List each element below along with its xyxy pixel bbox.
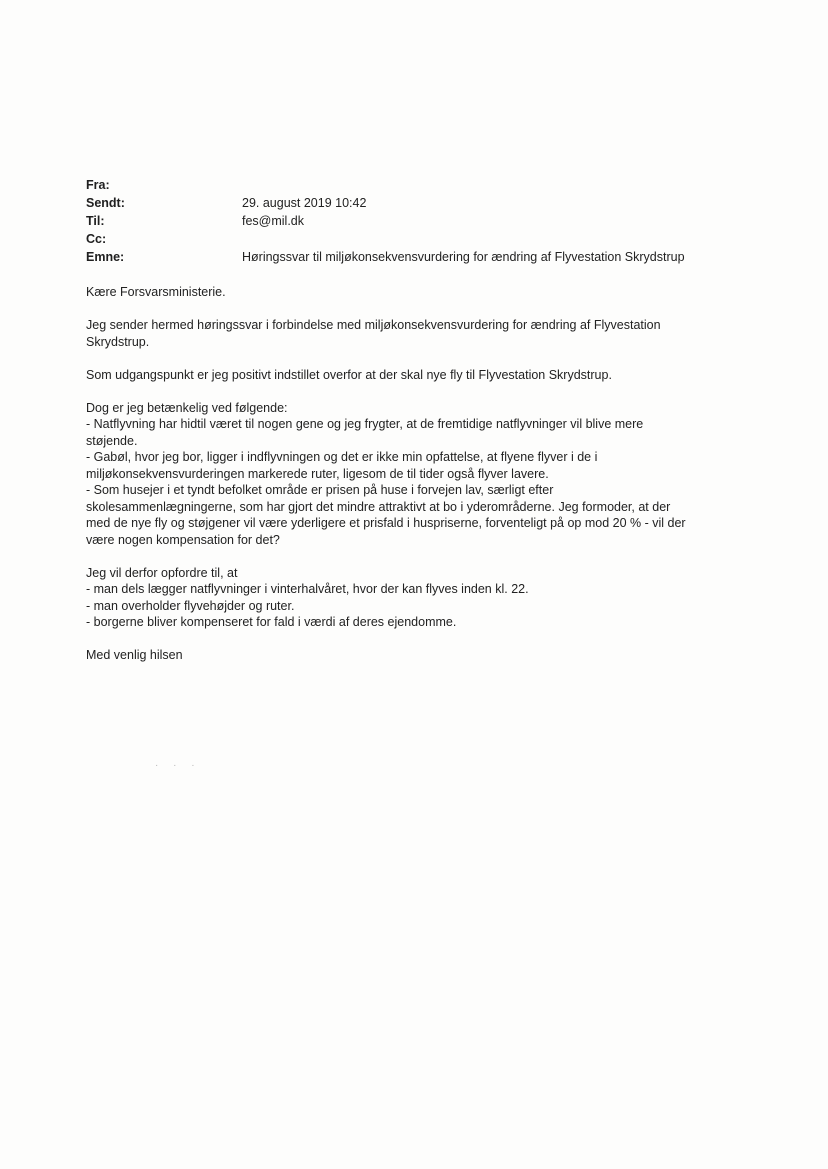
sent-label: Sendt: [86, 196, 125, 210]
concerns-paragraph [86, 400, 726, 549]
position-line: Som udgangspunkt er jeg positivt indstillet overfor at der skal nye fly til Flyvestation Skrydstrup. [86, 367, 612, 382]
intro-paragraph [86, 317, 726, 350]
from-row [86, 176, 726, 194]
intro-line-1: Jeg sender hermed høringssvar i forbindelse med miljøkonsekvensvurdering for ændring af Flyvestation [86, 318, 661, 332]
concern-3-line-2: skolesammenlægningerne, som har gjort det mindre attraktivt at bo i yderområderne. Jeg formoder, at der [86, 499, 671, 514]
from-label: Fra: [86, 178, 110, 192]
request-1: - man dels lægger natflyvninger i vinterhalvåret, hvor der kan flyves inden kl. 22. [86, 582, 529, 596]
request-3: - borgerne bliver kompenseret for fald i værdi af deres ejendomme. [86, 615, 457, 629]
cc-row [86, 230, 726, 248]
subject-row [86, 248, 726, 266]
request-2: - man overholder flyvehøjder og ruter. [86, 598, 295, 613]
concern-3-line-3: med de nye fly og støjgener vil være yderligere et prisfald i huspriserne, forventeligt på op mod 20 % - vil der [86, 516, 686, 530]
subject-label: Emne: [86, 250, 125, 264]
to-label: Til: [86, 214, 105, 228]
to-value: fes@mil.dk [242, 214, 305, 228]
requests-paragraph [86, 565, 726, 631]
concern-2-line-2: miljøkonsekvensvurderingen markerede ruter, ligesom de til tider også flyver lavere. [86, 466, 549, 481]
to-row [86, 212, 726, 230]
closing-line: Med venlig hilsen [86, 648, 183, 662]
greeting-line: Kære Forsvarsministerie. [86, 285, 226, 299]
cc-label: Cc: [86, 232, 107, 246]
concern-3-line-4: være nogen kompensation for det? [86, 532, 280, 547]
scan-artifact: · · · [155, 760, 201, 771]
concerns-heading: Dog er jeg betænkelig ved følgende: [86, 400, 288, 415]
sent-value: 29. august 2019 10:42 [242, 196, 367, 210]
requests-heading: Jeg vil derfor opfordre til, at [86, 565, 238, 580]
concern-1-line-2: støjende. [86, 433, 138, 448]
position-paragraph [86, 367, 726, 384]
concern-3-line-1: - Som husejer i et tyndt befolket område er prisen på huse i forvejen lav, særligt efter [86, 483, 554, 497]
email-header [86, 176, 726, 266]
concern-1-line-1: - Natflyvning har hidtil været til nogen gene og jeg frygter, at de fremtidige natflyvninger vil blive mere [86, 417, 644, 431]
intro-line-2: Skrydstrup. [86, 334, 150, 349]
email-body [86, 284, 726, 680]
concern-2-line-1: - Gabøl, hvor jeg bor, ligger i indflyvningen og det er ikke min opfattelse, at flyene flyver i de i [86, 450, 598, 464]
greeting [86, 284, 726, 301]
subject-value: Høringssvar til miljøkonsekvensvurdering for ændring af Flyvestation Skrydstrup [242, 250, 685, 264]
sent-row [86, 194, 726, 212]
closing-paragraph [86, 647, 726, 664]
